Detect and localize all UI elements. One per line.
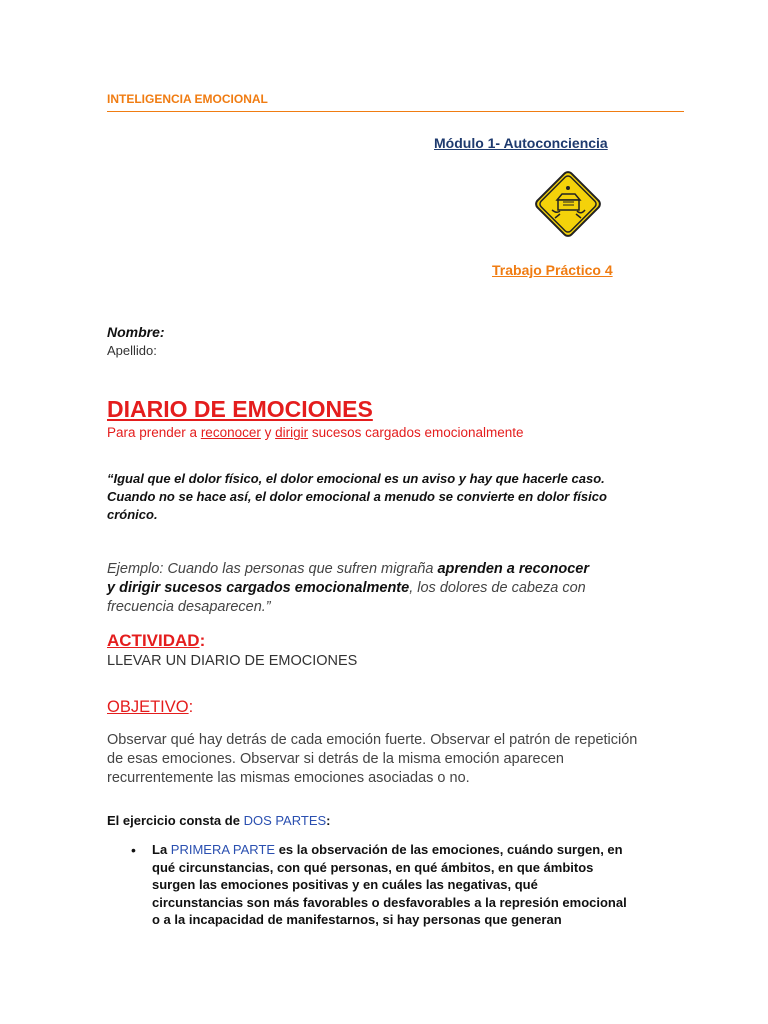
surname-label: Apellido:	[107, 343, 157, 358]
objective-body: Observar qué hay detrás de cada emoción fuerte. Observar el patrón de repetición de esas emociones. Observar si detrás de la misma emoción aparecen recurrentemente las mismas emociones asociadas o no.	[107, 732, 638, 786]
objective-title: OBJETIVO:	[107, 698, 194, 716]
diary-title: DIARIO DE EMOCIONES	[107, 396, 373, 422]
parts-intro: El ejercicio consta de DOS PARTES:	[107, 813, 331, 828]
quote-paragraph: “Igual que el dolor físico, el dolor emocional es un aviso y hay que hacerle caso. Cuando no se hace así, el dolor emocional a menudo se convierte en dolor físico crónico.	[107, 471, 607, 522]
dirigir-link[interactable]: dirigir	[275, 425, 309, 440]
reconocer-link[interactable]: reconocer	[200, 425, 261, 440]
activity-body: LLEVAR UN DIARIO DE EMOCIONES	[107, 653, 358, 669]
name-label: Nombre:	[107, 324, 165, 340]
activity-title: ACTIVIDAD:	[107, 631, 206, 650]
example-paragraph: Ejemplo: Cuando las personas que sufren migraña aprenden a reconocer y dirigir sucesos cargados emocionalmente, los dolores de cabeza con frecuencia desaparecen.”	[107, 561, 589, 615]
first-part-bullet: La PRIMERA PARTE es la observación de las emociones, cuándo surgen, en qué circunstancias, con qué personas, en qué ámbitos, en que ámbitos surgen las emociones positivas y en cuáles las negativas, qué circunstancias son más favorables o desfavorables a la represión emocional o a la incapacidad de manifestarnos, si hay personas que generan	[152, 842, 627, 927]
module-link[interactable]: Módulo 1- Autoconciencia	[434, 135, 608, 151]
warning-sign-illustration	[530, 166, 606, 242]
header-title: INTELIGENCIA EMOCIONAL	[107, 92, 268, 106]
diary-subtitle: Para prender a reconocer y dirigir sucesos cargados emocionalmente	[107, 425, 524, 440]
header-divider	[107, 111, 684, 112]
practice-link[interactable]: Trabajo Práctico 4	[492, 262, 613, 278]
bullet-icon: •	[131, 842, 136, 858]
